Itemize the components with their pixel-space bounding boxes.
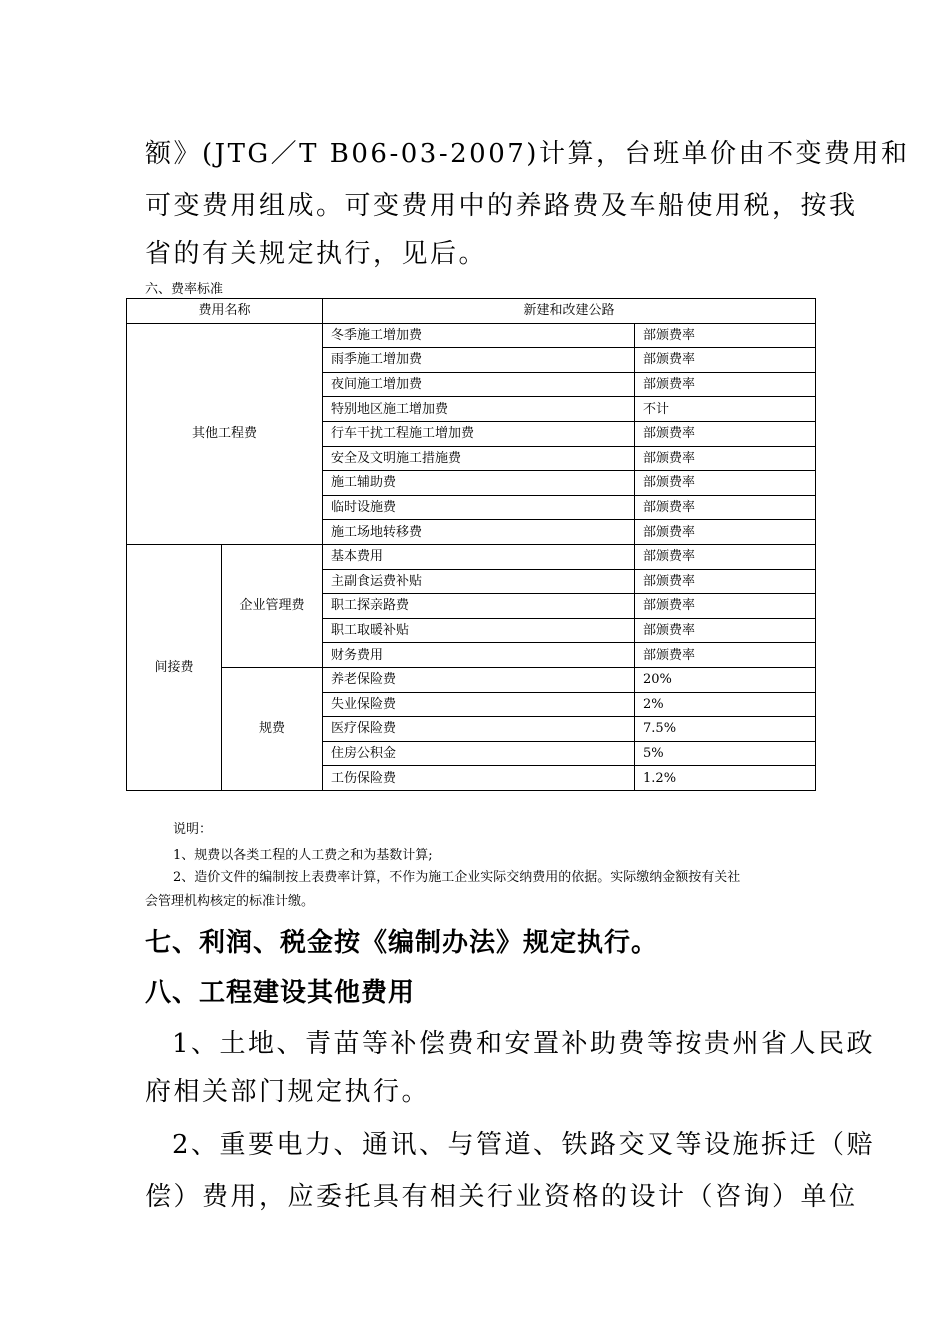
table-row xyxy=(127,323,816,348)
item-rate: 部颁费率 xyxy=(635,372,816,397)
item-name: 临时设施费 xyxy=(323,495,635,520)
item-name: 特别地区施工增加费 xyxy=(323,397,635,422)
item-rate: 部颁费率 xyxy=(635,569,816,594)
item-rate: 部颁费率 xyxy=(635,446,816,471)
item-rate: 2% xyxy=(635,692,816,717)
item-name: 财务费用 xyxy=(323,643,635,668)
body-line-3: 2、重要电力、通讯、与管道、铁路交叉等设施拆迁（赔 xyxy=(172,1130,876,1160)
intro-line-1: 额》(JTG／T B06-03-2007)计算，台班单价由不变费用和 xyxy=(145,139,910,169)
item-name: 职工取暖补贴 xyxy=(323,618,635,643)
body-line-1: 1、土地、青苗等补偿费和安置补助费等按贵州省人民政 xyxy=(172,1029,876,1059)
item-rate: 部颁费率 xyxy=(635,421,816,446)
section7-heading: 七、利润、税金按《编制办法》规定执行。 xyxy=(145,928,659,958)
notes-title: 说明： xyxy=(173,822,213,837)
item-rate: 20% xyxy=(635,667,816,692)
item-name: 工伤保险费 xyxy=(323,766,635,791)
group-other-cost: 其他工程费 xyxy=(127,323,323,544)
header-fee-name: 费用名称 xyxy=(127,299,323,324)
header-road-type: 新建和改建公路 xyxy=(323,299,816,324)
table-header-row xyxy=(127,299,816,324)
item-rate: 部颁费率 xyxy=(635,348,816,373)
group-indirect-cost: 间接费 xyxy=(127,544,222,790)
item-rate: 5% xyxy=(635,741,816,766)
fee-rate-table xyxy=(126,298,816,791)
item-rate: 部颁费率 xyxy=(635,544,816,569)
subgroup-enterprise-mgmt: 企业管理费 xyxy=(222,544,323,667)
item-rate: 7.5% xyxy=(635,717,816,742)
table-row xyxy=(127,544,816,569)
item-name: 住房公积金 xyxy=(323,741,635,766)
item-rate: 部颁费率 xyxy=(635,495,816,520)
item-name: 医疗保险费 xyxy=(323,717,635,742)
item-name: 失业保险费 xyxy=(323,692,635,717)
item-name: 职工探亲路费 xyxy=(323,594,635,619)
table-row xyxy=(127,667,816,692)
item-rate: 部颁费率 xyxy=(635,323,816,348)
note-2-line-1: 2、造价文件的编制按上表费率计算，不作为施工企业实际交纳费用的依据。实际缴纳金额按有关社 xyxy=(173,870,741,885)
body-line-4: 偿）费用，应委托具有相关行业资格的设计（咨询）单位 xyxy=(145,1182,858,1212)
section8-heading: 八、工程建设其他费用 xyxy=(145,978,416,1008)
item-name: 施工场地转移费 xyxy=(323,520,635,545)
section6-title: 六、费率标准 xyxy=(145,282,224,297)
item-name: 安全及文明施工措施费 xyxy=(323,446,635,471)
item-rate: 不计 xyxy=(635,397,816,422)
intro-line-3: 省的有关规定执行，见后。 xyxy=(145,239,488,269)
item-name: 雨季施工增加费 xyxy=(323,348,635,373)
item-name: 基本费用 xyxy=(323,544,635,569)
subgroup-statutory-fees: 规费 xyxy=(222,667,323,790)
item-rate: 部颁费率 xyxy=(635,643,816,668)
intro-line-2: 可变费用组成。可变费用中的养路费及车船使用税，按我 xyxy=(145,191,858,221)
item-name: 行车干扰工程施工增加费 xyxy=(323,421,635,446)
item-name: 冬季施工增加费 xyxy=(323,323,635,348)
note-2-line-2: 会管理机构核定的标准计缴。 xyxy=(145,894,315,909)
item-rate: 部颁费率 xyxy=(635,618,816,643)
item-rate: 部颁费率 xyxy=(635,471,816,496)
item-name: 夜间施工增加费 xyxy=(323,372,635,397)
item-rate: 部颁费率 xyxy=(635,520,816,545)
item-rate: 1.2% xyxy=(635,766,816,791)
item-name: 养老保险费 xyxy=(323,667,635,692)
note-1: 1、规费以各类工程的人工费之和为基数计算; xyxy=(173,848,433,863)
item-name: 主副食运费补贴 xyxy=(323,569,635,594)
body-line-2: 府相关部门规定执行。 xyxy=(145,1077,431,1107)
item-rate: 部颁费率 xyxy=(635,594,816,619)
item-name: 施工辅助费 xyxy=(323,471,635,496)
